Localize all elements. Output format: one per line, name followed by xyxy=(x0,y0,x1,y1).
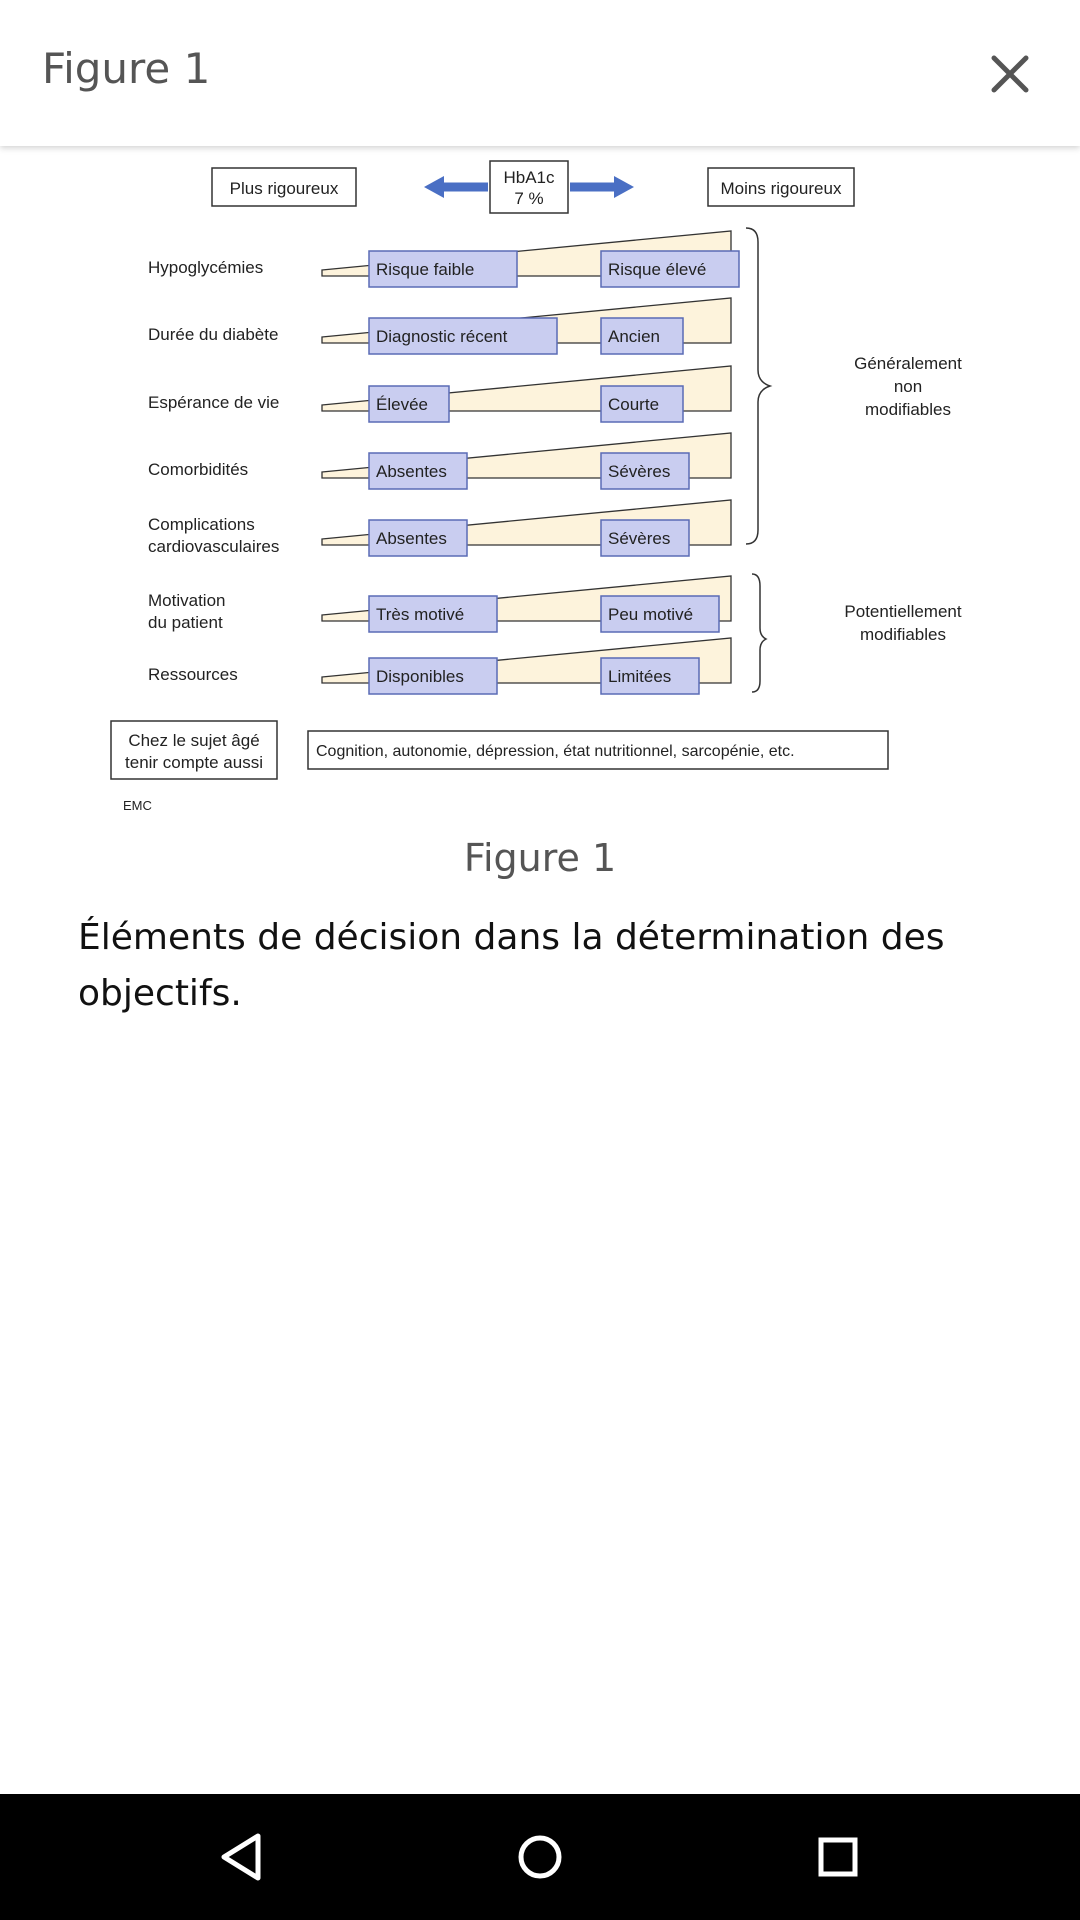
nav-recents-button[interactable] xyxy=(803,1822,873,1892)
row-right-label: Sévères xyxy=(608,462,671,481)
nav-back-button[interactable] xyxy=(206,1822,276,1892)
nav-home-button[interactable] xyxy=(505,1822,575,1892)
app-bar xyxy=(0,0,1080,146)
close-icon xyxy=(990,54,1030,94)
elderly-label: tenir compte aussi xyxy=(125,753,263,772)
figure-diagram xyxy=(0,150,1080,820)
row-factor-label: Hypoglycémies xyxy=(148,258,264,277)
row-left-label: Disponibles xyxy=(376,667,464,686)
page-title: Figure 1 xyxy=(42,44,211,93)
figure-caption-text: Éléments de décision dans la détermination des objectifs. xyxy=(78,917,945,1014)
figure-image xyxy=(0,150,1080,820)
system-nav-bar xyxy=(0,1794,1080,1920)
row-factor-label: Motivation xyxy=(148,591,226,610)
row-factor-label: Espérance de vie xyxy=(148,393,280,412)
arrow-right-head xyxy=(614,176,634,198)
group1-label: modifiables xyxy=(865,400,951,419)
row-factor-label: Comorbidités xyxy=(148,460,249,479)
row-factor-label: Complications xyxy=(148,515,255,534)
figure-caption-title: Figure 1 xyxy=(463,836,617,880)
elderly-items: Cognition, autonomie, dépression, état nutritionnel, sarcopénie, etc. xyxy=(316,743,795,760)
home-icon xyxy=(505,1822,575,1892)
row-factor-label: Durée du diabète xyxy=(148,325,279,344)
top-right-label: Moins rigoureux xyxy=(720,179,842,198)
row-left-label: Absentes xyxy=(376,462,447,481)
row-factor-label: cardiovasculaires xyxy=(148,537,280,556)
arrow-left-head xyxy=(424,176,444,198)
row-right-label: Peu motivé xyxy=(608,605,694,624)
brace-group2 xyxy=(752,574,766,692)
row-right-label: Sévères xyxy=(608,529,671,548)
hba1c-label: HbA1c xyxy=(503,168,555,187)
row-factor-label: Ressources xyxy=(148,665,238,684)
row-left-label: Très motivé xyxy=(376,605,465,624)
row-left-label: Diagnostic récent xyxy=(376,327,508,346)
row-right-label: Limitées xyxy=(608,667,672,686)
recents-icon xyxy=(803,1822,873,1892)
group2-label: Potentiellement xyxy=(844,602,962,621)
group1-label: non xyxy=(893,377,923,396)
row-left-label: Élevée xyxy=(376,395,428,414)
row-left-label: Risque faible xyxy=(376,260,475,279)
elderly-label: Chez le sujet âgé xyxy=(128,731,260,750)
group1-label: Généralement xyxy=(854,354,962,373)
back-icon xyxy=(206,1822,276,1892)
hba1c-value: 7 % xyxy=(514,189,544,208)
row-right-label: Risque élevé xyxy=(608,260,707,279)
row-right-label: Courte xyxy=(608,395,660,414)
row-left-label: Absentes xyxy=(376,529,447,548)
close-button[interactable] xyxy=(984,48,1036,100)
row-factor-label: du patient xyxy=(148,613,223,632)
group2-label: modifiables xyxy=(860,625,946,644)
emc-logo: EMC xyxy=(123,798,152,813)
brace-group1 xyxy=(746,228,770,544)
top-left-label: Plus rigoureux xyxy=(229,179,339,198)
row-right-label: Ancien xyxy=(608,327,660,346)
